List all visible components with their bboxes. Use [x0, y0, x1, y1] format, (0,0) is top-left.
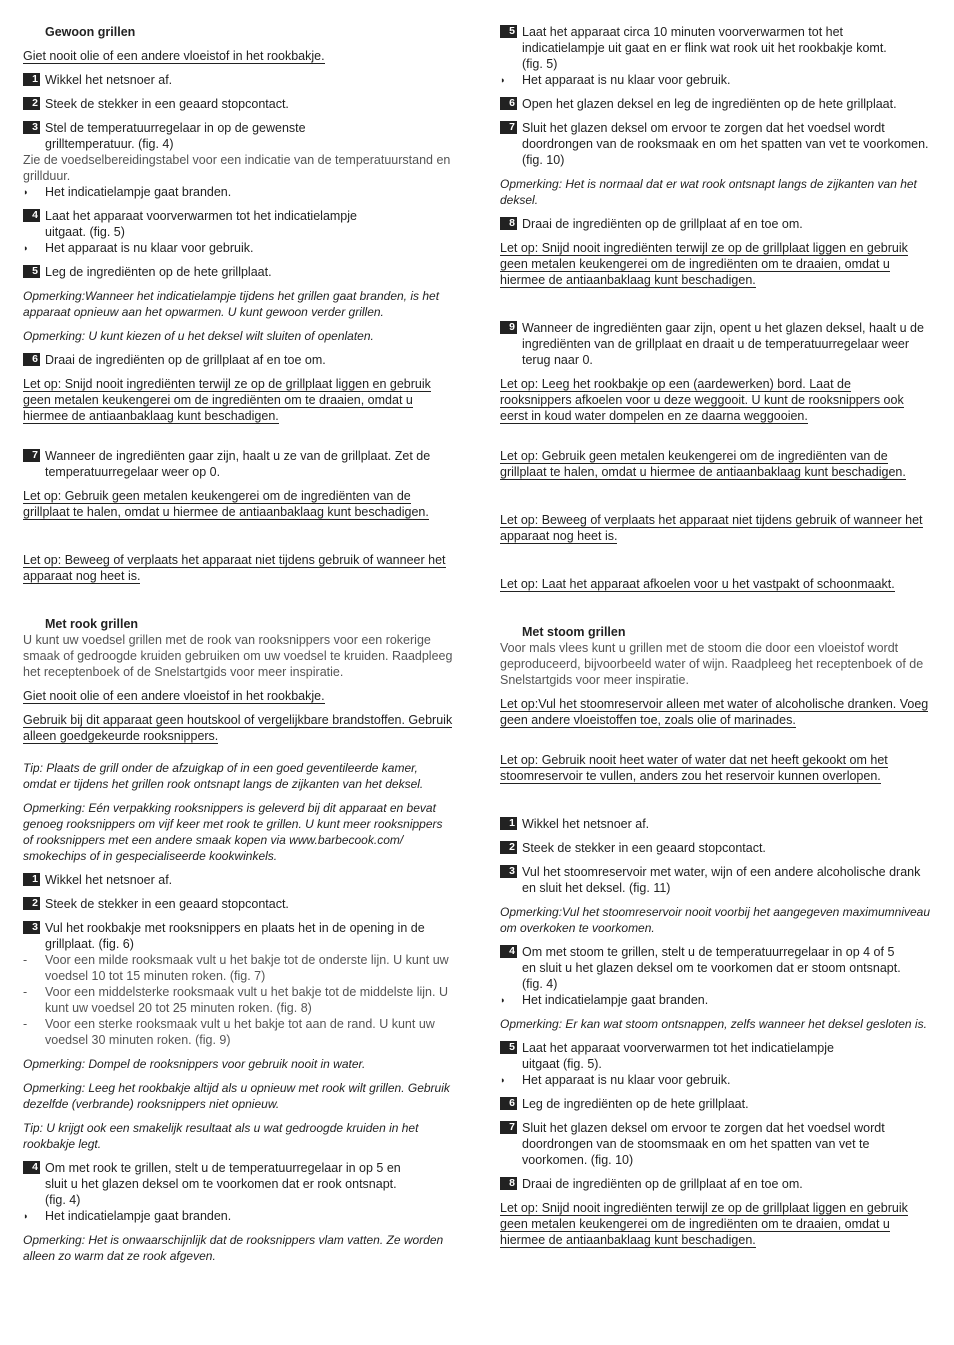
result-bullet-icon: ◗ — [23, 243, 29, 253]
warning: Giet nooit olie of een andere vloeistof in het rookbakje. — [23, 689, 325, 703]
step-1: 1 Wikkel het netsnoer af. — [23, 872, 453, 888]
warning: Giet nooit olie of een andere vloeistof in het rookbakje. — [23, 49, 325, 63]
step-7: 7 Wanneer de ingrediënten gaar zijn, haalt u ze van de grillplaat. Zet de temperatuurregelaar weer op 0. — [23, 448, 453, 480]
step-3: 3 Vul het rookbakje met rooksnippers en plaats het in de opening in de grillplaat. (fig. 6) — [23, 920, 453, 952]
section-intro: Voor mals vlees kunt u grillen met de stoom die door een vloeistof wordt geproduceerd, bijvoorbeeld water of wijn. Raadpleeg het receptenboek of de Snelstartgids voor meer inspiratie. — [500, 641, 924, 687]
step-5: 5 Laat het apparaat voorverwarmen tot het indicatielampje uitgaat (fig. 5). — [500, 1040, 930, 1072]
warning: Let op: Beweeg of verplaats het apparaat niet tijdens gebruik of wanneer het apparaat nog heet is. — [23, 553, 446, 583]
result-bullet-icon: ◗ — [500, 75, 506, 85]
step-6: 6 Open het glazen deksel en leg de ingrediënten op de hete grillplaat. — [500, 96, 930, 112]
step-5: 5 Leg de ingrediënten op de hete grillplaat. — [23, 264, 453, 280]
step-6: 6 Leg de ingrediënten op de hete grillplaat. — [500, 1096, 930, 1112]
step-8: 8 Draai de ingrediënten op de grillplaat af en toe om. — [500, 216, 930, 232]
tip: Tip: Plaats de grill onder de afzuigkap of in een goed geventileerde kamer, omdat er tijdens het grillen rook ontsnapt langs de zijkanten van het deksel. — [23, 761, 424, 791]
result-item: ◗ Het indicatielampje gaat branden. — [23, 1209, 232, 1223]
step-3: 3 Stel de temperatuurregelaar in op de gewenste grilltemperatuur. (fig. 4) — [23, 120, 453, 152]
step-3: 3 Vul het stoomreservoir met water, wijn of een andere alcoholische drank en sluit het deksel. (fig. 11) — [500, 864, 930, 896]
step-2: 2 Steek de stekker in een geaard stopcontact. — [23, 96, 453, 112]
warning: Let op:Vul het stoomreservoir alleen met water of alcoholische dranken. Voeg geen andere vloeistoffen toe, zoals olie of marinades. — [500, 697, 929, 727]
step-2: 2 Steek de stekker in een geaard stopcontact. — [500, 840, 930, 856]
section-heading-met-rook-grillen: Met rook grillen — [45, 617, 139, 631]
warning: Gebruik bij dit apparaat geen houtskool of vergelijkbare brandstoffen. Gebruik alleen goedgekeurde rooksnippers. — [23, 713, 453, 743]
list-item: - Voor een milde rooksmaak vult u het bakje tot de onderste lijn. U kunt uw voedsel 10 tot 15 minuten roken. (fig. 7) — [23, 953, 449, 983]
result-item: ◗ Het indicatielampje gaat branden. — [500, 993, 709, 1007]
result-bullet-icon: ◗ — [500, 995, 506, 1005]
note: Opmerking: Het is onwaarschijnlijk dat de rooksnippers vlam vatten. Ze worden alleen zo warm dat ze rook afgeven. — [23, 1233, 444, 1263]
warning: Let op: Laat het apparaat afkoelen voor u het vastpakt of schoonmaakt. — [500, 577, 895, 591]
warning: Let op: Gebruik geen metalen keukengerei om de ingrediënten van de grillplaat te halen, omdat u hiermee de antiaanbaklaag kunt beschadigen. — [500, 449, 906, 479]
note: Opmerking: Dompel de rooksnippers voor gebruik nooit in water. — [23, 1057, 366, 1071]
warning: Let op: Snijd nooit ingrediënten terwijl ze op de grillplaat liggen en gebruik geen metalen keukengerei om de ingrediënten om te draaien, omdat u hiermee de antiaanbaklaag kunt beschadigen. — [500, 1201, 908, 1247]
step-7: 7 Sluit het glazen deksel om ervoor te zorgen dat het voedsel wordt doordrongen van de rooksmaak en om het spatten van vet te voorkomen. (fig. 10) — [500, 120, 930, 168]
tip: Tip: U krijgt ook een smakelijk resultaat als u wat gedroogde kruiden in het rookbakje legt. — [23, 1121, 419, 1151]
note: Opmerking: Er kan wat stoom ontsnappen, zelfs wanneer het deksel gesloten is. — [500, 1017, 927, 1031]
step-6: 6 Draai de ingrediënten op de grillplaat af en toe om. — [23, 352, 453, 368]
warning: Let op: Beweeg of verplaats het apparaat niet tijdens gebruik of wanneer het apparaat nog heet is. — [500, 513, 923, 543]
left-column — [23, 24, 453, 1272]
result-item: ◗ Het apparaat is nu klaar voor gebruik. — [23, 241, 254, 255]
result-item: ◗ Het indicatielampje gaat branden. — [23, 185, 232, 199]
warning: Let op: Gebruik nooit heet water of water dat net heeft gekookt om het stoomreservoir te vullen, anders zou het reservoir kunnen overlopen. — [500, 753, 888, 783]
note: Opmerking:Vul het stoomreservoir nooit voorbij het aangegeven maximumniveau om overkoken te voorkomen. — [500, 905, 931, 935]
note: Opmerking:Wanneer het indicatielampje tijdens het grillen gaat branden, is het apparaat opnieuw aan het opwarmen. U kunt gewoon verder grillen. — [23, 289, 440, 319]
result-bullet-icon: ◗ — [23, 187, 29, 197]
step-1: 1 Wikkel het netsnoer af. — [500, 816, 930, 832]
warning: Let op: Snijd nooit ingrediënten terwijl ze op de grillplaat liggen en gebruik geen metalen keukengerei om de ingrediënten om te draaien, omdat u hiermee de antiaanbaklaag kunt beschadigen. — [500, 241, 908, 287]
step-2: 2 Steek de stekker in een geaard stopcontact. — [23, 896, 453, 912]
note: Opmerking: U kunt kiezen of u het deksel wilt sluiten of openlaten. — [23, 329, 374, 343]
warning: Let op: Snijd nooit ingrediënten terwijl ze op de grillplaat liggen en gebruik geen metalen keukengerei om de ingrediënten om te draaien, omdat u hiermee de antiaanbaklaag kunt beschadigen. — [23, 377, 431, 423]
note: Opmerking: Leeg het rookbakje altijd als u opnieuw met rook wilt grillen. Gebruik dezelfde (verbrande) rooksnippers niet opnieuw. — [23, 1081, 450, 1111]
step-9: 9 Wanneer de ingrediënten gaar zijn, opent u het glazen deksel, haalt u de ingrediënten van de grillplaat en draait u de temperatuurregelaar weer terug naar 0. — [500, 320, 930, 368]
note: Opmerking: Het is normaal dat er wat rook ontsnapt langs de zijkanten van het deksel. — [500, 177, 917, 207]
step-8: 8 Draai de ingrediënten op de grillplaat af en toe om. — [500, 1176, 930, 1192]
step-4: 4 Om met stoom te grillen, stelt u de temperatuurregelaar in op 4 of 5 en sluit u het glazen deksel om te voorkomen dat er stoom ontsnapt. (fig. 4) — [500, 944, 930, 992]
warning: Let op: Gebruik geen metalen keukengerei om de ingrediënten van de grillplaat te halen, omdat u hiermee de antiaanbaklaag kunt beschadigen. — [23, 489, 429, 519]
section-heading-met-stoom-grillen: Met stoom grillen — [522, 625, 626, 639]
step-5: 5 Laat het apparaat circa 10 minuten voorverwarmen tot het indicatielampje uit gaat en er flink wat rook uit het rookbakje komt. (fig. 5) — [500, 24, 930, 72]
warning: Let op: Leeg het rookbakje op een (aardewerken) bord. Laat de rooksnippers afkoelen voor u deze weggooit. U kunt de rooksnippers ook eerst in koud water dompelen en ze daarna weggooien. — [500, 377, 904, 423]
step-3-detail: Zie de voedselbereidingstabel voor een indicatie van de temperatuurstand en grillduur. — [23, 153, 451, 183]
list-item: - Voor een sterke rooksmaak vult u het bakje tot aan de rand. U kunt uw voedsel 30 minuten roken. (fig. 9) — [23, 1017, 435, 1047]
note: Opmerking: Eén verpakking rooksnippers is geleverd bij dit apparaat en bevat genoeg rooksnippers om vijf keer met rook te grillen. U kunt meer rooksnippers of rooksnippers met een andere smaak kopen via www.barbecook.com/ smokechips of in gespecialiseerde kookwinkels. — [23, 801, 443, 863]
result-item: ◗ Het apparaat is nu klaar voor gebruik. — [500, 1073, 731, 1087]
result-bullet-icon: ◗ — [23, 1211, 29, 1221]
section-intro: U kunt uw voedsel grillen met de rook van rooksnippers voor een rokerige smaak of gedroogde kruiden gebruiken om uw voedsel te kruiden. Raadpleeg het receptenboek of de Snelstartgids voor meer inspiratie. — [23, 633, 453, 679]
result-bullet-icon: ◗ — [500, 1075, 506, 1085]
right-column — [500, 24, 930, 1256]
result-item: ◗ Het apparaat is nu klaar voor gebruik. — [500, 73, 731, 87]
step-7: 7 Sluit het glazen deksel om ervoor te zorgen dat het voedsel wordt doordrongen van de stoomsmaak en om het spatten van vet te voorkomen. (fig. 10) — [500, 1120, 930, 1168]
step-1: 1 Wikkel het netsnoer af. — [23, 72, 453, 88]
step-4: 4 Laat het apparaat voorverwarmen tot het indicatielampje uitgaat. (fig. 5) — [23, 208, 453, 240]
step-4: 4 Om met rook te grillen, stelt u de temperatuurregelaar in op 5 en sluit u het glazen deksel om te voorkomen dat er rook ontsnapt. (fig. 4) — [23, 1160, 453, 1208]
section-heading-gewoon-grillen: Gewoon grillen — [45, 25, 136, 39]
list-item: - Voor een middelsterke rooksmaak vult u het bakje tot de middelste lijn. U kunt uw voedsel 20 tot 25 minuten roken. (fig. 8) — [23, 985, 448, 1015]
